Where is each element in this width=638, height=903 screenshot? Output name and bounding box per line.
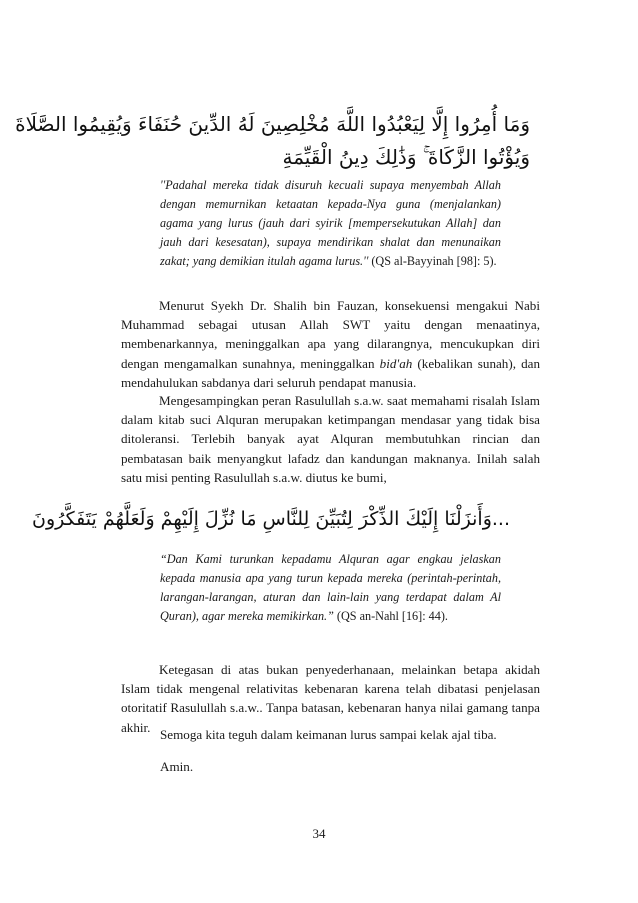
closing-line: Semoga kita teguh dalam keimanan lurus sampai kelak ajal tiba. xyxy=(160,727,497,742)
paragraph-1-text-a: Menurut Syekh Dr. Shalih bin Fauzan, konsekuensi mengakui Nabi Muhammad sebagai utusan Allah SWT yaitu dengan menaatinya, membenarkannya, meninggalkan apa yang dilarangnya, mencukupkan diri dengan mengamalkan sunahnya, meninggalkan xyxy=(121,298,540,371)
arabic-verse-2: ...وَأَنزَلْنَا إِلَيْكَ الذِّكْرَ لِتُبَيِّنَ لِلنَّاسِ مَا نُزِّلَ إِلَيْهِمْ وَلَعَلَّهُمْ يَتَفَكَّرُونَ xyxy=(32,508,510,530)
paragraph-1-text-b: (kebalikan sunah), dan mendahulukan sabdanya dari seluruh pendapat manusia. xyxy=(121,355,541,390)
paragraph-1 xyxy=(121,296,540,392)
amin-line: Amin. xyxy=(160,759,194,774)
arabic-verse-line-1: وَمَا أُمِرُوا إِلَّا لِيَعْبُدُوا اللَّهَ مُخْلِصِينَ لَهُ الدِّينَ حُنَفَاءَ وَيُقِيمُوا الصَّلَاةَ xyxy=(15,112,530,136)
translation-quote-2 xyxy=(160,550,501,626)
paragraph-1-italic-term: bid'ah xyxy=(379,355,413,371)
quote-1-text: ''Padahal mereka tidak disuruh kecuali supaya menyembah Allah dengan memurnikan ketaatan kepada-Nya guna (menjalankan) agama yang lurus (jauh dari syirik [mempersekutukan Allah] dan jauh dari kesesatan), supaya mendirikan shalat dan menunaikan zakat; yang demikian itulah agama lurus.'' xyxy=(160,178,501,268)
page-number: 34 xyxy=(312,826,326,841)
translation-quote-1 xyxy=(160,176,501,271)
paragraph-3 xyxy=(121,660,540,737)
quote-1-citation: (QS al-Bayyinah [98]: 5). xyxy=(368,254,497,268)
quote-2-text: “Dan Kami turunkan kepadamu Alquran agar engkau jelaskan kepada manusia apa yang turun kepada mereka (perintah-perintah, larangan-larangan, aturan dan lain-lain yang terdapat dalam Al Quran), agar mereka memikirkan.” xyxy=(160,552,501,623)
paragraph-2-text: Mengesampingkan peran Rasulullah s.a.w. saat memahami risalah Islam dalam kitab suci Alquran merupakan ketimpangan mendasar yang tidak bisa ditoleransi. Terlebih banyak ayat Alquran membutuhkan rincian dan pembatasan baik menyangkut lafadz dan kandungan maknanya. Inilah salah satu misi penting Rasulullah s.a.w. diutus ke bumi, xyxy=(121,393,540,485)
quote-2-citation: (QS an-Nahl [16]: 44). xyxy=(333,609,448,623)
paragraph-3-text: Ketegasan di atas bukan penyederhanaan, melainkan betapa akidah Islam tidak mengenal relativitas kebenaran karena telah dibatasi penjelasan otoritatif Rasulullah s.a.w.. Tanpa batasan, kebenaran hanya nilai gamang tanpa akhir. xyxy=(121,662,540,735)
arabic-verse-line-2: وَيُؤْتُوا الزَّكَاةَ ۚ وَذَٰلِكَ دِينُ الْقَيِّمَةِ xyxy=(282,145,530,169)
paragraph-2 xyxy=(121,391,540,487)
